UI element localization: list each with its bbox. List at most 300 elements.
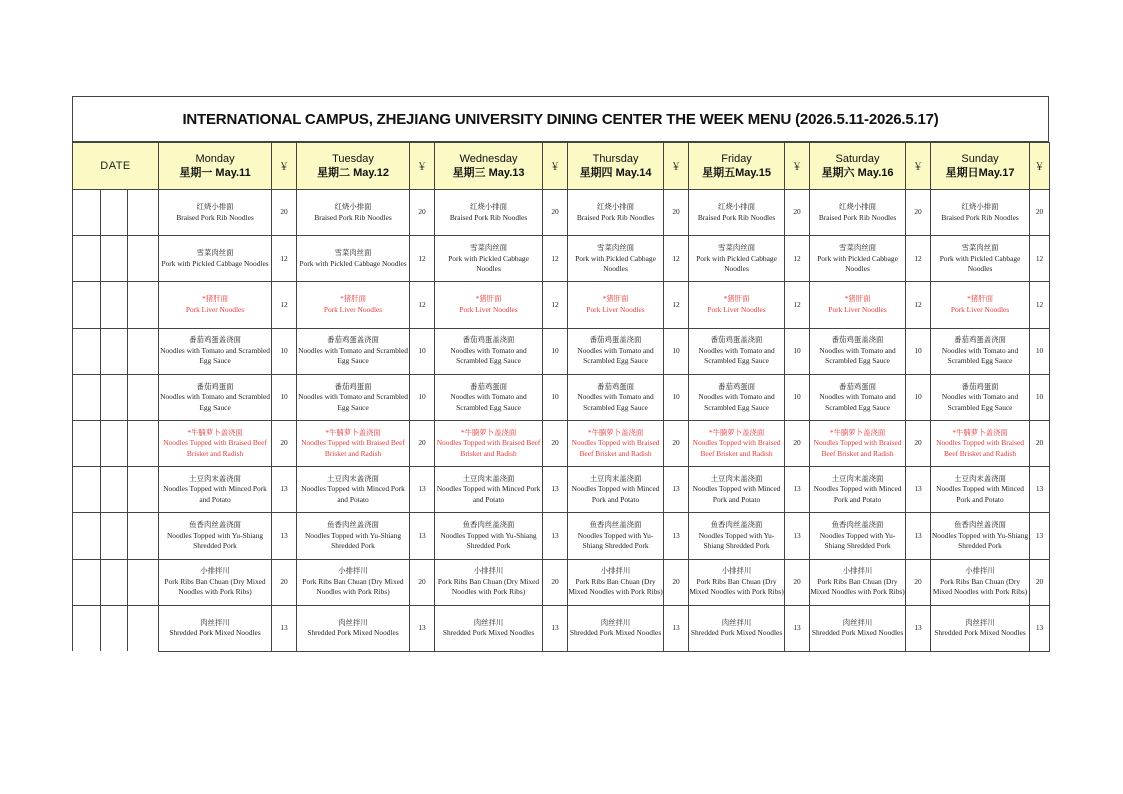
price-header: ￥ <box>543 143 568 190</box>
dish-name-en: Braised Pork Rib Noodles <box>818 212 897 222</box>
blank-cell <box>73 467 101 513</box>
dish-cell <box>689 513 785 559</box>
price-cell: 20 <box>272 559 297 605</box>
dish-cell <box>931 420 1030 466</box>
price-cell: 13 <box>906 605 931 651</box>
dish-name-cn: 小排拌川 <box>721 566 752 576</box>
page-title: INTERNATIONAL CAMPUS, ZHEJIANG UNIVERSITY DINING CENTER THE WEEK MENU (2026.5.11-2026.5.17) <box>72 96 1049 142</box>
dish-name-cn: 番茄鸡蛋盖浇面 <box>710 335 763 345</box>
price-cell: 20 <box>664 420 689 466</box>
blank-cell <box>128 190 159 236</box>
dish-name-en: Noodles with Tomato and Scrambled Egg Sauce <box>577 345 654 366</box>
dish-cell <box>435 513 543 559</box>
dish-name-en: Pork with Pickled Cabbage Noodles <box>575 253 656 274</box>
dish-cell <box>159 328 272 374</box>
menu-row <box>73 420 1050 466</box>
dish-cell <box>810 328 906 374</box>
day-header: Monday 星期一 May.11 <box>159 143 272 190</box>
price-cell: 20 <box>543 190 568 236</box>
dish-name-en: Noodles Topped with Yu-Shiang Shredded Pork <box>577 530 654 551</box>
price-cell: 10 <box>906 328 931 374</box>
dish-name-cn: 番茄鸡蛋盖浇面 <box>327 335 379 345</box>
dish-cell <box>568 236 664 282</box>
dish-name-cn: 肉丝拌川 <box>721 617 752 627</box>
dish-name-cn: *牛腩萝卜盖浇面 <box>325 427 381 437</box>
price-cell: 13 <box>785 467 810 513</box>
blank-cell <box>101 374 128 420</box>
dish-name-en: Shredded Pork Mixed Noodles <box>307 628 399 638</box>
price-cell: 10 <box>543 374 568 420</box>
price-cell: 20 <box>410 420 435 466</box>
dish-cell <box>689 328 785 374</box>
dish-cell <box>810 374 906 420</box>
menu-row <box>73 467 1050 513</box>
dish-name-cn: 土豆肉末盖浇面 <box>327 473 379 483</box>
dish-cell <box>435 282 543 328</box>
dish-name-cn: 红烧小排面 <box>839 202 877 212</box>
dish-name-cn: 鱼香肉丝盖浇面 <box>327 520 379 530</box>
dish-cell <box>159 420 272 466</box>
blank-cell <box>128 236 159 282</box>
price-header: ￥ <box>272 143 297 190</box>
dish-name-en: Pork with Pickled Cabbage Noodles <box>696 253 777 274</box>
dish-name-en: Shredded Pork Mixed Noodles <box>442 628 535 638</box>
dish-name-en: Noodles with Tomato and Scrambled Egg Sauce <box>698 392 775 412</box>
dish-name-en: Noodles Topped with Braised Beef Brisket and Radish <box>163 438 267 458</box>
price-cell: 20 <box>1030 559 1050 605</box>
dish-cell <box>159 374 272 420</box>
day-header: Wednesday 星期三 May.13 <box>435 143 543 190</box>
dish-name-en: Shredded Pork Mixed Noodles <box>690 628 783 638</box>
dish-name-en: Noodles Topped with Braised Beef Brisket and Radish <box>813 438 902 458</box>
price-cell: 20 <box>906 190 931 236</box>
dish-cell <box>297 282 410 328</box>
weekly-menu-table <box>72 142 1050 652</box>
dish-name-cn: 红烧小排面 <box>334 202 372 212</box>
dish-name-en: Pork Ribs Ban Chuan (Dry Mixed Noodles with Pork Ribs) <box>810 576 905 597</box>
dish-name-en: Pork Liver Noodles <box>185 304 245 314</box>
dish-name-cn: 番茄鸡蛋盖浇面 <box>462 335 515 345</box>
price-cell: 13 <box>1030 513 1050 559</box>
dish-name-cn: 雪菜肉丝面 <box>597 243 635 253</box>
dish-name-cn: 红烧小排面 <box>470 202 508 212</box>
dish-cell <box>297 236 410 282</box>
dish-cell <box>159 282 272 328</box>
dish-name-en: Noodles Topped with Minced Pork and Potato <box>436 484 541 504</box>
price-cell: 13 <box>543 467 568 513</box>
dish-name-en: Noodles Topped with Minced Pork and Potato <box>813 484 902 504</box>
dish-name-en: Noodles with Tomato and Scrambled Egg Sauce <box>577 392 654 412</box>
dish-name-en: Noodles Topped with Braised Beef Brisket and Radish <box>692 438 781 458</box>
dish-cell <box>810 559 906 605</box>
dish-cell <box>568 420 664 466</box>
dish-name-cn: 土豆肉末盖浇面 <box>710 473 763 483</box>
dish-name-cn: 番茄鸡蛋盖浇面 <box>954 335 1006 345</box>
price-cell: 13 <box>410 605 435 651</box>
dish-name-cn: 番茄鸡蛋面 <box>718 381 756 391</box>
dish-name-en: Noodles with Tomato and Scrambled Egg Sauce <box>450 392 527 412</box>
dish-cell <box>435 374 543 420</box>
day-header: Friday 星期五May.15 <box>689 143 785 190</box>
dish-name-cn: 小排拌川 <box>473 566 504 576</box>
dish-name-en: Noodles with Tomato and Scrambled Egg Sauce <box>819 345 896 366</box>
dish-name-en: Braised Pork Rib Noodles <box>314 212 392 222</box>
dish-name-en: Shredded Pork Mixed Noodles <box>169 628 261 638</box>
blank-cell <box>73 282 101 328</box>
dish-name-cn: 番茄鸡蛋面 <box>839 381 877 391</box>
menu-row <box>73 282 1050 328</box>
menu-body <box>73 190 1050 652</box>
dish-name-en: Pork Liver Noodles <box>950 304 1010 314</box>
dish-name-cn: 番茄鸡蛋盖浇面 <box>189 335 241 345</box>
dish-cell <box>689 559 785 605</box>
dish-name-cn: 小排拌川 <box>965 566 995 576</box>
dish-name-cn: 番茄鸡蛋面 <box>196 381 234 391</box>
dish-name-cn: 肉丝拌川 <box>842 617 873 627</box>
dish-cell <box>931 328 1030 374</box>
dish-name-en: Braised Pork Rib Noodles <box>576 212 655 222</box>
dish-name-cn: 鱼香肉丝盖浇面 <box>462 520 515 530</box>
price-cell: 20 <box>272 190 297 236</box>
dish-name-en: Pork with Pickled Cabbage Noodles <box>817 253 898 274</box>
dish-cell <box>689 374 785 420</box>
price-cell: 12 <box>785 236 810 282</box>
dish-name-cn: 小排拌川 <box>842 566 873 576</box>
dish-name-cn: 雪菜肉丝面 <box>961 243 999 253</box>
dish-cell <box>810 420 906 466</box>
dish-name-cn: 肉丝拌川 <box>200 617 230 627</box>
dish-name-cn: 番茄鸡蛋面 <box>597 381 635 391</box>
blank-cell <box>73 236 101 282</box>
blank-cell <box>101 328 128 374</box>
dish-cell <box>810 282 906 328</box>
dish-cell <box>568 374 664 420</box>
dish-name-cn: 土豆肉末盖浇面 <box>589 473 642 483</box>
blank-cell <box>73 513 101 559</box>
price-header: ￥ <box>1030 143 1050 190</box>
dish-cell <box>297 467 410 513</box>
dish-name-en: Pork Liver Noodles <box>707 304 766 314</box>
price-cell: 20 <box>906 559 931 605</box>
dish-name-en: Pork with Pickled Cabbage Noodles <box>939 253 1021 274</box>
menu-row <box>73 236 1050 282</box>
blank-cell <box>73 190 101 236</box>
dish-cell <box>297 605 410 651</box>
menu-row <box>73 559 1050 605</box>
dish-name-cn: *猪肝面 <box>967 294 993 304</box>
dish-cell <box>159 467 272 513</box>
dish-cell <box>297 374 410 420</box>
dish-name-cn: 番茄鸡蛋面 <box>334 381 372 391</box>
dish-name-en: Noodles with Tomato and Scrambled Egg Sauce <box>298 392 408 412</box>
price-cell: 20 <box>664 559 689 605</box>
dish-name-cn: 土豆肉末盖浇面 <box>831 473 884 483</box>
dish-name-en: Noodles Topped with Yu-Shiang Shredded Pork <box>819 530 896 551</box>
price-cell: 12 <box>1030 282 1050 328</box>
blank-cell <box>128 328 159 374</box>
price-cell: 13 <box>906 513 931 559</box>
dish-name-en: Noodles with Tomato and Scrambled Egg Sauce <box>941 345 1019 366</box>
dish-cell <box>435 559 543 605</box>
price-cell: 20 <box>543 420 568 466</box>
price-cell: 12 <box>664 236 689 282</box>
menu-row <box>73 513 1050 559</box>
price-cell: 12 <box>664 282 689 328</box>
dish-cell <box>568 467 664 513</box>
menu-row <box>73 190 1050 236</box>
dish-name-en: Pork Ribs Ban Chuan (Dry Mixed Noodles with Pork Ribs) <box>302 576 404 597</box>
dish-cell <box>931 605 1030 651</box>
dish-cell <box>810 236 906 282</box>
dish-name-cn: 肉丝拌川 <box>473 617 504 627</box>
dish-cell <box>689 236 785 282</box>
blank-cell <box>128 282 159 328</box>
dish-cell <box>159 559 272 605</box>
dish-name-en: Pork Liver Noodles <box>586 304 645 314</box>
blank-cell <box>128 374 159 420</box>
dish-name-cn: *牛腩萝卜盖浇面 <box>460 427 517 437</box>
dish-cell <box>689 467 785 513</box>
blank-cell <box>73 374 101 420</box>
dish-name-en: Shredded Pork Mixed Noodles <box>934 628 1026 638</box>
dish-cell <box>689 190 785 236</box>
dish-name-cn: 肉丝拌川 <box>600 617 631 627</box>
dish-name-cn: 鱼香肉丝盖浇面 <box>710 520 763 530</box>
price-header: ￥ <box>785 143 810 190</box>
dish-name-en: Noodles Topped with Braised Beef Brisket and Radish <box>571 438 660 458</box>
dish-name-cn: 红烧小排面 <box>961 202 999 212</box>
dish-name-en: Noodles with Tomato and Scrambled Egg Sauce <box>160 345 270 366</box>
price-cell: 10 <box>272 374 297 420</box>
dish-cell <box>435 420 543 466</box>
price-cell: 10 <box>1030 374 1050 420</box>
dish-cell <box>931 374 1030 420</box>
price-cell: 13 <box>785 513 810 559</box>
day-header: Saturday 星期六 May.16 <box>810 143 906 190</box>
price-cell: 12 <box>906 282 931 328</box>
price-cell: 12 <box>272 236 297 282</box>
dish-cell <box>568 282 664 328</box>
price-cell: 10 <box>1030 328 1050 374</box>
dish-name-en: Shredded Pork Mixed Noodles <box>569 628 662 638</box>
price-cell: 20 <box>410 190 435 236</box>
blank-cell <box>128 559 159 605</box>
price-cell: 10 <box>785 328 810 374</box>
dish-name-en: Braised Pork Rib Noodles <box>449 212 528 222</box>
price-cell: 12 <box>410 236 435 282</box>
dish-cell <box>810 605 906 651</box>
dish-name-en: Noodles with Tomato and Scrambled Egg Sauce <box>941 392 1019 412</box>
blank-cell <box>128 513 159 559</box>
blank-cell <box>73 420 101 466</box>
price-cell: 10 <box>543 328 568 374</box>
price-cell: 12 <box>785 282 810 328</box>
dish-name-cn: 雪菜肉丝面 <box>718 243 756 253</box>
price-cell: 10 <box>664 328 689 374</box>
price-cell: 13 <box>272 605 297 651</box>
dish-name-cn: *牛腩萝卜盖浇面 <box>952 427 1008 437</box>
dish-cell <box>931 513 1030 559</box>
dish-name-en: Noodles Topped with Yu-Shiang Shredded Pork <box>931 530 1029 551</box>
dish-name-cn: *猪肝面 <box>844 294 871 304</box>
dish-name-en: Braised Pork Rib Noodles <box>176 212 254 222</box>
dish-cell <box>689 420 785 466</box>
dish-name-en: Noodles with Tomato and Scrambled Egg Sauce <box>450 345 527 366</box>
dish-name-cn: 鱼香肉丝盖浇面 <box>954 520 1006 530</box>
dish-name-cn: *猪肝面 <box>602 294 629 304</box>
dish-name-en: Noodles Topped with Braised Beef Brisket and Radish <box>436 438 541 458</box>
price-cell: 12 <box>543 282 568 328</box>
blank-cell <box>128 605 159 651</box>
dish-name-cn: 雪菜肉丝面 <box>334 248 372 258</box>
price-cell: 20 <box>1030 190 1050 236</box>
dish-cell <box>435 605 543 651</box>
blank-cell <box>73 605 101 651</box>
dish-name-en: Noodles Topped with Yu-Shiang Shredded Pork <box>440 530 537 551</box>
dish-name-en: Noodles Topped with Yu-Shiang Shredded Pork <box>698 530 775 551</box>
day-header: Tuesday 星期二 May.12 <box>297 143 410 190</box>
price-cell: 12 <box>543 236 568 282</box>
blank-cell <box>101 559 128 605</box>
dish-name-cn: 土豆肉末盖浇面 <box>189 473 241 483</box>
price-cell: 20 <box>1030 420 1050 466</box>
dish-name-en: Pork with Pickled Cabbage Noodles <box>299 258 407 268</box>
dish-name-en: Noodles Topped with Minced Pork and Potato <box>692 484 781 504</box>
blank-cell <box>101 605 128 651</box>
dish-cell <box>297 513 410 559</box>
dish-name-en: Noodles with Tomato and Scrambled Egg Sauce <box>698 345 775 366</box>
dish-name-cn: 红烧小排面 <box>597 202 635 212</box>
price-cell: 13 <box>272 513 297 559</box>
dish-name-en: Pork Ribs Ban Chuan (Dry Mixed Noodles with Pork Ribs) <box>689 576 784 597</box>
menu-row <box>73 328 1050 374</box>
menu-row <box>73 374 1050 420</box>
price-cell: 13 <box>664 605 689 651</box>
dish-name-cn: 小排拌川 <box>338 566 368 576</box>
dish-cell <box>810 467 906 513</box>
header-row <box>73 143 1050 190</box>
price-cell: 12 <box>272 282 297 328</box>
day-header: Thursday 星期四 May.14 <box>568 143 664 190</box>
dish-name-en: Braised Pork Rib Noodles <box>941 212 1019 222</box>
price-cell: 13 <box>410 513 435 559</box>
dish-cell <box>159 513 272 559</box>
dish-cell <box>297 420 410 466</box>
blank-cell <box>73 559 101 605</box>
dish-name-cn: *猪肝面 <box>475 294 502 304</box>
price-cell: 13 <box>785 605 810 651</box>
dish-name-en: Pork Ribs Ban Chuan (Dry Mixed Noodles with Pork Ribs) <box>932 576 1028 597</box>
dish-name-en: Noodles Topped with Braised Beef Brisket and Radish <box>301 438 405 458</box>
price-cell: 10 <box>272 328 297 374</box>
price-cell: 13 <box>664 467 689 513</box>
dish-name-cn: *牛腩萝卜盖浇面 <box>587 427 644 437</box>
dish-cell <box>159 190 272 236</box>
blank-cell <box>101 467 128 513</box>
dish-cell <box>568 605 664 651</box>
dish-cell <box>435 236 543 282</box>
price-header: ￥ <box>906 143 931 190</box>
price-cell: 13 <box>1030 467 1050 513</box>
blank-cell <box>101 236 128 282</box>
dish-cell <box>435 328 543 374</box>
dish-name-cn: 番茄鸡蛋盖浇面 <box>589 335 642 345</box>
dish-cell <box>297 328 410 374</box>
dish-cell <box>435 467 543 513</box>
dish-cell <box>297 190 410 236</box>
dish-name-cn: 雪菜肉丝面 <box>839 243 877 253</box>
price-cell: 10 <box>664 374 689 420</box>
dish-name-cn: 小排拌川 <box>600 566 631 576</box>
dish-name-en: Noodles Topped with Yu-Shiang Shredded Pork <box>166 530 264 551</box>
dish-name-cn: 雪菜肉丝面 <box>196 248 234 258</box>
dish-name-cn: 土豆肉末盖浇面 <box>954 473 1006 483</box>
dish-name-en: Pork with Pickled Cabbage Noodles <box>448 253 529 274</box>
dish-cell <box>931 236 1030 282</box>
price-cell: 10 <box>410 374 435 420</box>
dish-cell <box>810 190 906 236</box>
blank-cell <box>101 282 128 328</box>
dish-name-en: Pork Liver Noodles <box>828 304 887 314</box>
dish-name-cn: 红烧小排面 <box>196 202 234 212</box>
blank-cell <box>128 420 159 466</box>
price-cell: 13 <box>543 513 568 559</box>
dish-name-en: Pork Ribs Ban Chuan (Dry Mixed Noodles with Pork Ribs) <box>437 576 540 597</box>
dish-name-cn: 肉丝拌川 <box>338 617 368 627</box>
dish-name-cn: 红烧小排面 <box>718 202 756 212</box>
dish-name-cn: *猪肝面 <box>202 294 228 304</box>
dish-name-cn: *牛腩萝卜盖浇面 <box>829 427 886 437</box>
blank-cell <box>101 513 128 559</box>
dish-name-en: Noodles Topped with Yu-Shiang Shredded Pork <box>304 530 402 551</box>
price-cell: 12 <box>410 282 435 328</box>
price-cell: 10 <box>906 374 931 420</box>
dish-name-en: Noodles Topped with Minced Pork and Potato <box>301 484 405 504</box>
price-cell: 13 <box>410 467 435 513</box>
dish-cell <box>689 605 785 651</box>
dish-name-cn: 雪菜肉丝面 <box>470 243 508 253</box>
price-cell: 20 <box>785 559 810 605</box>
dish-name-cn: *猪肝面 <box>723 294 750 304</box>
price-cell: 20 <box>664 190 689 236</box>
blank-cell <box>101 190 128 236</box>
dish-name-cn: 鱼香肉丝盖浇面 <box>189 520 241 530</box>
dish-name-cn: 鱼香肉丝盖浇面 <box>831 520 884 530</box>
dish-name-cn: *猪肝面 <box>340 294 366 304</box>
dish-name-en: Pork with Pickled Cabbage Noodles <box>161 258 269 268</box>
price-cell: 20 <box>785 420 810 466</box>
price-cell: 10 <box>410 328 435 374</box>
dish-name-cn: 番茄鸡蛋面 <box>961 381 999 391</box>
dish-name-cn: *牛腩萝卜盖浇面 <box>708 427 765 437</box>
price-cell: 13 <box>543 605 568 651</box>
price-cell: 20 <box>785 190 810 236</box>
dish-cell <box>931 559 1030 605</box>
dish-cell <box>159 236 272 282</box>
dish-cell <box>297 559 410 605</box>
dish-name-cn: *牛腩萝卜盖浇面 <box>187 427 243 437</box>
dish-cell <box>931 190 1030 236</box>
dish-name-en: Noodles with Tomato and Scrambled Egg Sauce <box>160 392 270 412</box>
menu-row <box>73 605 1050 651</box>
dish-cell <box>931 467 1030 513</box>
dish-name-cn: 番茄鸡蛋面 <box>470 381 508 391</box>
price-cell: 13 <box>1030 605 1050 651</box>
dish-name-en: Noodles with Tomato and Scrambled Egg Sauce <box>298 345 408 366</box>
dish-cell <box>931 282 1030 328</box>
price-header: ￥ <box>664 143 689 190</box>
price-cell: 13 <box>664 513 689 559</box>
